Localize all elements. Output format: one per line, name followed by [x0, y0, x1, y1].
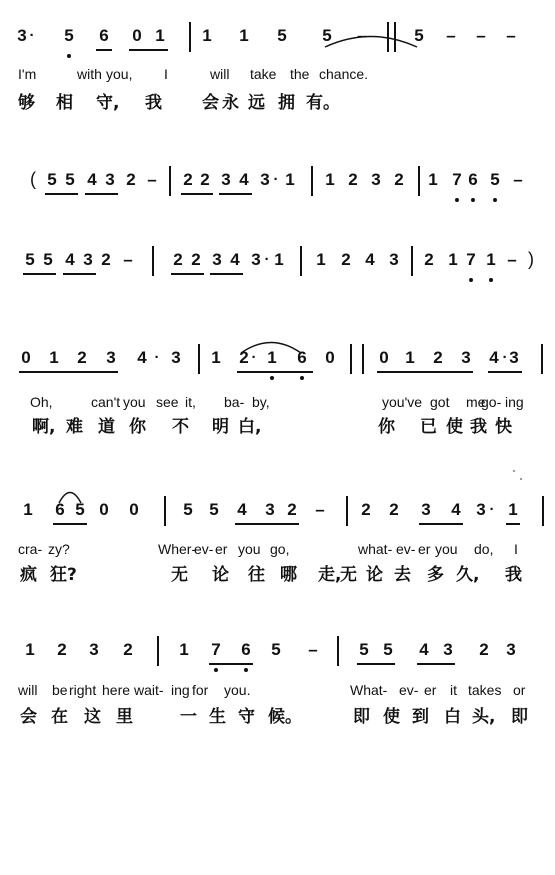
octave-dot-below	[469, 278, 473, 282]
lyric-word-en: ing	[505, 394, 524, 410]
note: 1	[508, 500, 518, 519]
lyric-word-en: can't	[91, 394, 121, 410]
lyric-word-en: what-	[358, 541, 393, 557]
lyric-char-zh: 即	[511, 707, 528, 727]
beam-underline	[237, 371, 313, 373]
lyric-word-en: it	[450, 682, 457, 698]
lyric-word-en: zy?	[48, 541, 70, 557]
lyric-word-en: me	[466, 394, 486, 410]
lyric-char-zh: 啊,	[32, 417, 56, 437]
lyric-word-en: here	[102, 682, 131, 698]
lyric-char-zh: 拥	[278, 93, 295, 113]
note: 3	[443, 640, 453, 659]
lyric-word-en: ba-	[224, 394, 245, 410]
note: 2	[123, 640, 133, 659]
note: 5	[65, 170, 75, 189]
note: –	[507, 250, 517, 269]
lyrics-english-row	[0, 680, 555, 700]
lyric-word-en: by,	[252, 394, 270, 410]
lyric-char-zh: 里	[116, 707, 133, 727]
lyric-word-en: go-	[481, 394, 502, 410]
note: 2	[389, 500, 399, 519]
note: 2	[433, 348, 443, 367]
lyric-word-en: you	[435, 541, 458, 557]
note: 2	[77, 348, 87, 367]
octave-dot-below	[270, 376, 274, 380]
lyric-char-zh: 已	[420, 417, 437, 437]
octave-dot-below	[489, 278, 493, 282]
note: 5	[43, 250, 53, 269]
note: ·	[273, 171, 279, 188]
lyric-word-en: cra-	[18, 541, 43, 557]
lyrics-chinese-row	[0, 562, 555, 588]
lyric-word-en: you	[123, 394, 146, 410]
lyric-word-en: the	[290, 66, 310, 82]
note: 4	[365, 250, 375, 269]
note: 0	[325, 348, 335, 367]
note: 5	[277, 26, 287, 45]
lyric-char-zh: 多	[427, 565, 444, 585]
note: 5	[25, 250, 35, 269]
note: 1	[267, 348, 277, 367]
note: 5	[490, 170, 500, 189]
note: 1	[405, 348, 415, 367]
note: 2	[394, 170, 404, 189]
barline	[311, 166, 313, 196]
note: 5	[271, 640, 281, 659]
lyric-word-en: or	[513, 682, 526, 698]
note: ·	[29, 27, 35, 44]
lyric-word-en: take	[250, 66, 277, 82]
note: 1	[155, 26, 165, 45]
note: –	[513, 170, 523, 189]
note: 6	[55, 500, 65, 519]
lyric-char-zh: 即	[353, 707, 370, 727]
lyric-char-zh: 到	[412, 707, 429, 727]
lyric-char-zh: 久,	[456, 565, 480, 585]
barline	[541, 344, 543, 374]
note: 2	[424, 250, 434, 269]
lyric-word-en: ev-	[399, 682, 419, 698]
slur-arc	[240, 338, 302, 354]
beam-underline	[210, 273, 243, 275]
note: 6	[297, 348, 307, 367]
note: 3	[506, 640, 516, 659]
barline	[164, 496, 166, 526]
note: 3	[371, 170, 381, 189]
note: ·	[154, 349, 160, 366]
lyric-char-zh: 你	[129, 417, 146, 437]
lyric-char-zh: 我	[470, 417, 487, 437]
lyric-word-en: do,	[474, 541, 494, 557]
lyric-char-zh: 走,	[318, 565, 342, 585]
lyric-char-zh: 一	[180, 707, 197, 727]
lyric-char-zh: 生	[209, 707, 226, 727]
note: 4	[65, 250, 75, 269]
lyrics-chinese-row	[0, 90, 555, 116]
note: 5	[64, 26, 74, 45]
lyric-word-en: Oh,	[30, 394, 53, 410]
note: 1	[285, 170, 295, 189]
note: 2	[361, 500, 371, 519]
lyric-char-zh: 这	[84, 707, 101, 727]
note: 4	[237, 500, 247, 519]
beam-underline	[85, 193, 118, 195]
note: 2	[239, 348, 249, 367]
note: 5	[322, 26, 332, 45]
note: 1	[25, 640, 35, 659]
note: 5	[383, 640, 393, 659]
note: 1	[202, 26, 212, 45]
lyric-char-zh: 狂?	[50, 565, 77, 585]
lyric-word-en: see	[156, 394, 179, 410]
beam-underline	[181, 193, 213, 195]
note: 1	[211, 348, 221, 367]
lyric-char-zh: 无	[340, 565, 357, 585]
note: 3	[251, 250, 261, 269]
note: 1	[179, 640, 189, 659]
note: 3	[212, 250, 222, 269]
lyric-char-zh: 会	[202, 93, 219, 113]
notation-row	[0, 634, 555, 678]
note: 2	[287, 500, 297, 519]
note: 2	[479, 640, 489, 659]
beam-underline	[357, 663, 395, 665]
barline	[418, 166, 420, 196]
note: 5	[209, 500, 219, 519]
lyric-word-en: ev-	[194, 541, 214, 557]
note: 1	[325, 170, 335, 189]
lyric-char-zh: 快	[495, 417, 512, 437]
lyric-char-zh: 头,	[472, 707, 496, 727]
lyrics-english-row	[0, 64, 555, 84]
octave-dot-below	[214, 668, 218, 672]
scan-speck	[520, 478, 522, 480]
note: 2	[341, 250, 351, 269]
note: 7	[211, 640, 221, 659]
barline	[157, 636, 159, 666]
note: –	[308, 640, 318, 659]
octave-dot-below	[300, 376, 304, 380]
note: 7	[452, 170, 462, 189]
lyric-word-en: chance.	[319, 66, 369, 82]
beam-underline	[506, 523, 520, 525]
octave-dot-below	[493, 198, 497, 202]
note: 1	[239, 26, 249, 45]
lyric-word-en: you,	[106, 66, 133, 82]
note: 2	[348, 170, 358, 189]
barline	[152, 246, 154, 276]
lyric-word-en: er	[418, 541, 431, 557]
note: 2	[200, 170, 210, 189]
notation-row	[0, 494, 555, 538]
note: 6	[241, 640, 251, 659]
lyric-word-en: be	[52, 682, 68, 698]
lyric-char-zh: 使	[383, 707, 400, 727]
lyric-char-zh: 够	[18, 93, 35, 113]
lyric-char-zh: 论	[366, 565, 383, 585]
note: 0	[21, 348, 31, 367]
note: 3	[89, 640, 99, 659]
lyrics-english-row	[0, 539, 555, 559]
note: ·	[264, 251, 270, 268]
note: 3	[83, 250, 93, 269]
barline	[337, 636, 339, 666]
notation-row	[0, 244, 555, 288]
note: 3	[265, 500, 275, 519]
octave-dot-below	[244, 668, 248, 672]
beam-underline	[45, 193, 78, 195]
lyric-char-zh: 会	[20, 707, 37, 727]
lyric-word-en: will	[18, 682, 38, 698]
barline	[362, 344, 364, 374]
note: 5	[183, 500, 193, 519]
beam-underline	[219, 193, 252, 195]
lyric-word-en: you.	[224, 682, 251, 698]
lyric-char-zh: 我	[505, 565, 522, 585]
barline	[300, 246, 302, 276]
lyric-char-zh: 在	[51, 707, 68, 727]
note: 1	[274, 250, 284, 269]
note: 0	[99, 500, 109, 519]
beam-underline	[53, 523, 87, 525]
lyrics-chinese-row	[0, 704, 555, 730]
note: 0	[129, 500, 139, 519]
note: 4	[451, 500, 461, 519]
note: 2	[173, 250, 183, 269]
note: 3	[461, 348, 471, 367]
lyric-char-zh: 有。	[306, 93, 340, 113]
note: 3	[105, 170, 115, 189]
note: –	[506, 26, 516, 45]
note: 1	[49, 348, 59, 367]
note: 3	[389, 250, 399, 269]
beam-underline	[209, 663, 253, 665]
notation-row	[0, 164, 555, 208]
note: 1	[448, 250, 458, 269]
lyric-char-zh: 疯	[20, 565, 37, 585]
lyric-char-zh: 白,	[238, 417, 262, 437]
beam-underline	[19, 371, 118, 373]
scan-speck	[513, 470, 515, 472]
lyric-char-zh: 去	[394, 565, 411, 585]
note: 0	[132, 26, 142, 45]
close-parenthesis: )	[528, 249, 534, 269]
note: 4	[137, 348, 147, 367]
note: 4	[87, 170, 97, 189]
note: 7	[466, 250, 476, 269]
note: 3	[171, 348, 181, 367]
lyric-char-zh: 无	[171, 565, 188, 585]
lyric-word-en: er	[215, 541, 228, 557]
note: 3	[509, 348, 519, 367]
note: 2	[183, 170, 193, 189]
note: 2	[126, 170, 136, 189]
octave-dot-below	[471, 198, 475, 202]
note: 3	[260, 170, 270, 189]
beam-underline	[419, 523, 463, 525]
note: 3	[221, 170, 231, 189]
lyric-word-en: go,	[270, 541, 290, 557]
lyric-char-zh: 守,	[96, 93, 120, 113]
lyric-char-zh: 我	[145, 93, 162, 113]
note: 6	[468, 170, 478, 189]
slur-arc	[58, 488, 82, 504]
note: ·	[502, 349, 508, 366]
lyric-word-en: ev-	[396, 541, 416, 557]
note: 1	[316, 250, 326, 269]
lyric-word-en: I'm	[18, 66, 37, 82]
beam-underline	[417, 663, 455, 665]
note: 5	[414, 26, 424, 45]
lyric-char-zh: 道	[98, 417, 115, 437]
lyric-word-en: I	[164, 66, 168, 82]
lyric-word-en: Wher-	[158, 541, 197, 557]
note: 4	[489, 348, 499, 367]
note: –	[315, 500, 325, 519]
barline	[542, 496, 544, 526]
beam-underline	[96, 49, 112, 51]
note: –	[123, 250, 133, 269]
note: 0	[379, 348, 389, 367]
note: 1	[486, 250, 496, 269]
note: 3	[421, 500, 431, 519]
lyric-char-zh: 往	[248, 565, 265, 585]
lyrics-english-row	[0, 392, 555, 412]
note: 6	[99, 26, 109, 45]
note: –	[446, 26, 456, 45]
note: –	[147, 170, 157, 189]
lyric-char-zh: 你	[378, 417, 395, 437]
lyric-char-zh: 难	[66, 417, 83, 437]
lyric-char-zh: 不	[172, 417, 189, 437]
octave-dot-below	[67, 54, 71, 58]
beam-underline	[63, 273, 96, 275]
note: ·	[251, 349, 257, 366]
lyric-word-en: got	[430, 394, 450, 410]
lyric-word-en: er	[424, 682, 437, 698]
note: 1	[428, 170, 438, 189]
note: 5	[359, 640, 369, 659]
lyric-char-zh: 远	[248, 93, 265, 113]
note: 4	[230, 250, 240, 269]
barline	[169, 166, 171, 196]
lyric-char-zh: 明	[212, 417, 229, 437]
lyric-char-zh: 候。	[268, 707, 302, 727]
note: –	[357, 26, 367, 45]
octave-dot-below	[455, 198, 459, 202]
slur-arc	[324, 32, 418, 48]
lyric-word-en: What-	[350, 682, 388, 698]
note: 2	[101, 250, 111, 269]
lyric-char-zh: 守	[238, 707, 255, 727]
note: 1	[23, 500, 33, 519]
lyric-word-en: with	[77, 66, 102, 82]
note: ·	[489, 501, 495, 518]
lyric-word-en: will	[210, 66, 230, 82]
lyric-char-zh: 永	[222, 93, 239, 113]
note: 2	[57, 640, 67, 659]
notation-row	[0, 342, 555, 386]
lyric-word-en: wait-	[134, 682, 164, 698]
note: 3	[476, 500, 486, 519]
note: 3	[17, 26, 27, 45]
beam-underline	[488, 371, 522, 373]
lyric-char-zh: 使	[446, 417, 463, 437]
barline	[346, 496, 348, 526]
lyric-word-en: it,	[185, 394, 196, 410]
beam-underline	[377, 371, 473, 373]
note: 2	[191, 250, 201, 269]
note: 4	[239, 170, 249, 189]
lyric-word-en: right	[69, 682, 97, 698]
barline	[189, 22, 191, 52]
note: 5	[47, 170, 57, 189]
beam-underline	[129, 49, 168, 51]
lyrics-chinese-row	[0, 414, 555, 440]
lyric-word-en: you've	[382, 394, 423, 410]
barline	[411, 246, 413, 276]
open-parenthesis: (	[30, 169, 36, 189]
notation-row	[0, 20, 555, 64]
lyric-word-en: you	[238, 541, 261, 557]
beam-underline	[235, 523, 299, 525]
lyric-word-en: for	[192, 682, 209, 698]
beam-underline	[23, 273, 56, 275]
beam-underline	[171, 273, 204, 275]
note: 3	[106, 348, 116, 367]
note: 4	[419, 640, 429, 659]
lyric-char-zh: 哪	[280, 565, 297, 585]
barline	[350, 344, 352, 374]
lyric-char-zh: 相	[56, 93, 73, 113]
note: 5	[75, 500, 85, 519]
note: –	[476, 26, 486, 45]
lyric-char-zh: 论	[212, 565, 229, 585]
lyric-word-en: ing	[171, 682, 190, 698]
barline	[198, 344, 200, 374]
lyric-word-en: I	[514, 541, 518, 557]
lyric-word-en: takes	[468, 682, 502, 698]
lyric-char-zh: 白	[444, 707, 461, 727]
